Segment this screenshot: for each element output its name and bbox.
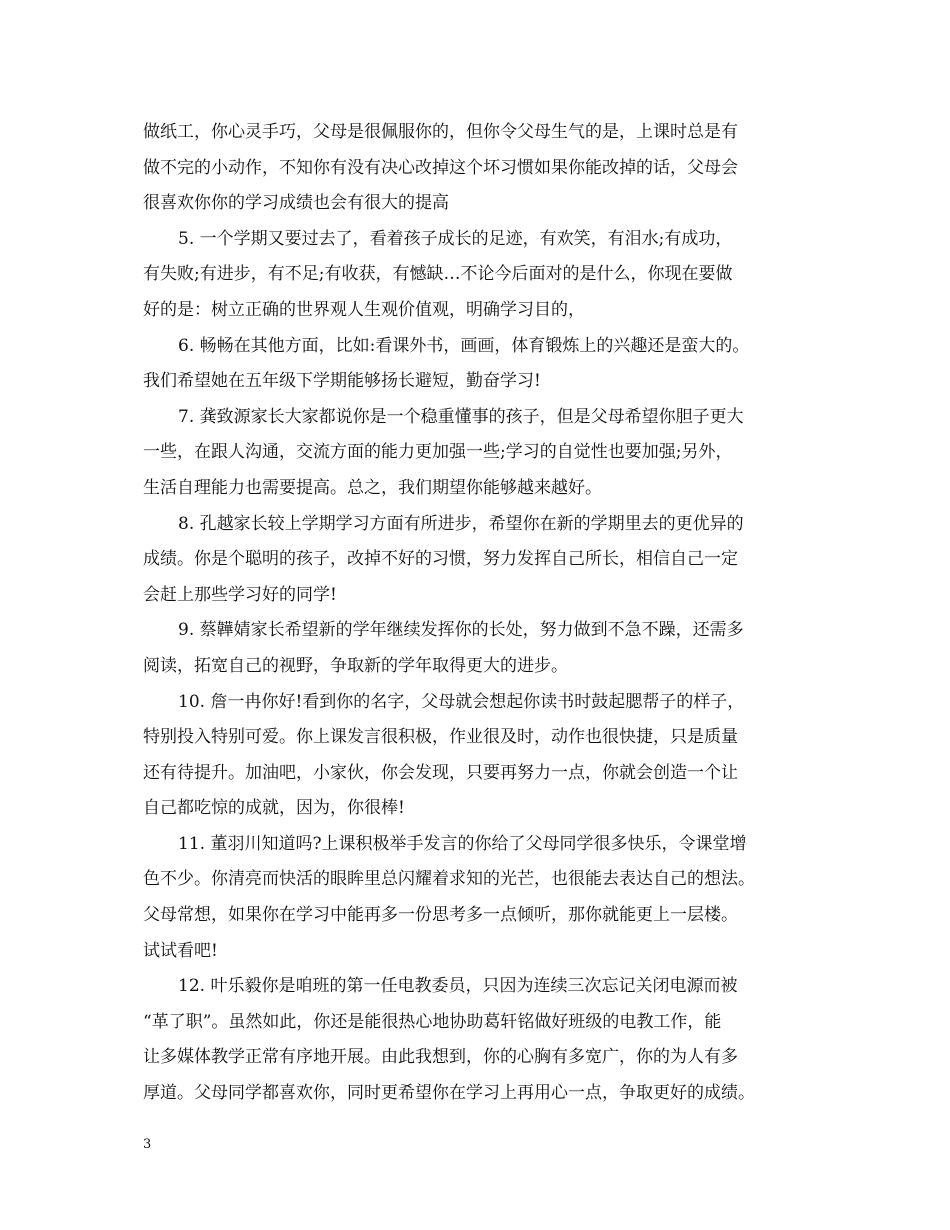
page-number: 3 (143, 1137, 152, 1152)
text-line: 还有待提升。加油吧，小家伙，你会发现，只要再努力一点，你就会创造一个让 (143, 762, 738, 783)
text-line: 我们希望她在五年级下学期能够扬长避短，勤奋学习! (143, 371, 541, 392)
paragraph-6-start: 6. 畅畅在其他方面，比如:看课外书，画画，体育锻炼上的兴趣还是蛮大的。 (178, 335, 750, 356)
text-line: 色不少。你清亮而快活的眼眸里总闪耀着求知的光芒，也很能去表达自己的想法。 (143, 869, 755, 890)
paragraph-10-start: 10. 詹一冉你好!看到你的名字，父母就会想起你读书时鼓起腮帮子的样子， (178, 691, 745, 712)
text-line: 有失败;有进步，有不足;有收获，有憾缺…不论今后面对的是什么，你现在要做 (143, 264, 733, 285)
text-line: 一些，在跟人沟通，交流方面的能力更加强一些;学习的自觉性也要加强;另外， (143, 442, 733, 463)
text-line: 很喜欢你你的学习成绩也会有很大的提高 (143, 193, 449, 214)
paragraph-8-start: 8. 孔越家长较上学期学习方面有所进步，希望你在新的学期里去的更优异的 (178, 513, 744, 534)
text-line: 生活自理能力也需要提高。总之，我们期望你能够越来越好。 (143, 477, 602, 498)
paragraph-9-start: 9. 蔡韡婧家长希望新的学年继续发挥你的长处，努力做到不急不躁，还需多 (178, 620, 744, 641)
text-line: 父母常想，如果你在学习中能再多一份思考多一点倾听，那你就能更上一层楼。 (143, 905, 738, 926)
text-line: 厚道。父母同学都喜欢你，同时更希望你在学习上再用心一点，争取更好的成绩。 (143, 1083, 755, 1104)
paragraph-7-start: 7. 龚致源家长大家都说你是一个稳重懂事的孩子，但是父母希望你胆子更大 (178, 406, 744, 427)
text-line: 会赶上那些学习好的同学! (143, 584, 337, 605)
text-line: 试试看吧! (143, 940, 218, 961)
text-line: 成绩。你是个聪明的孩子，改掉不好的习惯，努力发挥自己所长，相信自己一定 (143, 549, 738, 570)
text-line: 做纸工，你心灵手巧，父母是很佩服你的，但你令父母生气的是，上课时总是有 (143, 122, 738, 142)
text-line: “革了职”。虽然如此，你还是能很热心地协助葛轩铭做好班级的电教工作，能 (143, 1011, 722, 1032)
text-line: 好的是：树立正确的世界观人生观价值观，明确学习目的， (143, 299, 585, 320)
text-line: 做不完的小动作，不知你有没有决心改掉这个坏习惯如果你能改掉的话，父母会 (143, 157, 738, 178)
paragraph-11-start: 11. 董羽川知道吗?上课积极举手发言的你给了父母同学很多快乐，令课堂增 (178, 833, 747, 854)
text-line: 阅读，拓宽自己的视野，争取新的学年取得更大的进步。 (143, 655, 568, 676)
text-line: 让多媒体教学正常有序地开展。由此我想到，你的心胸有多宽广，你的为人有多 (143, 1047, 738, 1068)
paragraph-5-start: 5. 一个学期又要过去了，看着孩子成长的足迹，有欢笑，有泪水;有成功， (178, 228, 733, 249)
paragraph-12-start: 12. 叶乐毅你是咱班的第一任电教委员，只因为连续三次忘记关闭电源而被 (178, 976, 738, 997)
text-line: 自己都吃惊的成就，因为，你很棒! (143, 798, 405, 819)
text-line: 特别投入特别可爱。你上课发言很积极，作业很及时，动作也很快捷，只是质量 (143, 727, 738, 748)
body-text (143, 115, 833, 1112)
